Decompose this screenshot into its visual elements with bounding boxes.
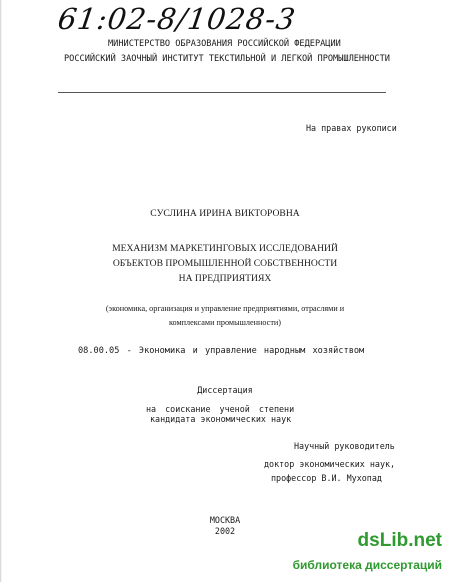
document-type: Диссертация xyxy=(197,385,253,395)
degree-line-2: кандидата экономических наук xyxy=(150,414,292,424)
handwritten-catalog-number: 61:02-8/1028-3 xyxy=(55,2,299,36)
specialty-code: 08.00.05 - Экономика и управление народным хозяйством xyxy=(78,346,365,356)
supervisor-degree: доктор экономических наук, xyxy=(264,459,396,469)
author-name: СУСЛИНА ИРИНА ВИКТОРОВНА xyxy=(150,208,300,219)
title-line-1: МЕХАНИЗМ МАРКЕТИНГОВЫХ ИССЛЕДОВАНИЙ xyxy=(112,243,338,254)
year: 2002 xyxy=(214,526,236,536)
watermark-tagline: библиотека диссертаций xyxy=(292,558,442,572)
manuscript-rights-note: На правах рукописи xyxy=(306,123,397,133)
specialty-line-2: комплексами промышленности) xyxy=(168,318,282,327)
watermark-logo: dsLib.net xyxy=(357,530,442,551)
ministry-header: МИНИСТЕРСТВО ОБРАЗОВАНИЯ РОССИЙСКОЙ ФЕДЕРАЦИИ xyxy=(108,39,341,49)
supervisor-name: профессор В.И. Мухопад xyxy=(271,473,382,483)
institute-header: РОССИЙСКИЙ ЗАОЧНЫЙ ИНСТИТУТ ТЕКСТИЛЬНОЙ И ЛЕГКОЙ ПРОМЫШЛЕННОСТИ xyxy=(64,54,390,64)
degree-line-1: на соискание ученой степени xyxy=(146,404,295,414)
title-line-2: ОБЪЕКТОВ ПРОМЫШЛЕННОЙ СОБСТВЕННОСТИ xyxy=(112,258,338,269)
page-fold-shadow xyxy=(0,0,2,582)
header-divider xyxy=(58,92,386,93)
city: МОСКВА xyxy=(209,515,241,525)
supervisor-label: Научный руководитель xyxy=(294,441,395,451)
specialty-line-1: (экономика, организация и управление предприятиями, отраслями и xyxy=(105,304,345,313)
title-line-3: НА ПРЕДПРИЯТИЯХ xyxy=(178,273,272,284)
